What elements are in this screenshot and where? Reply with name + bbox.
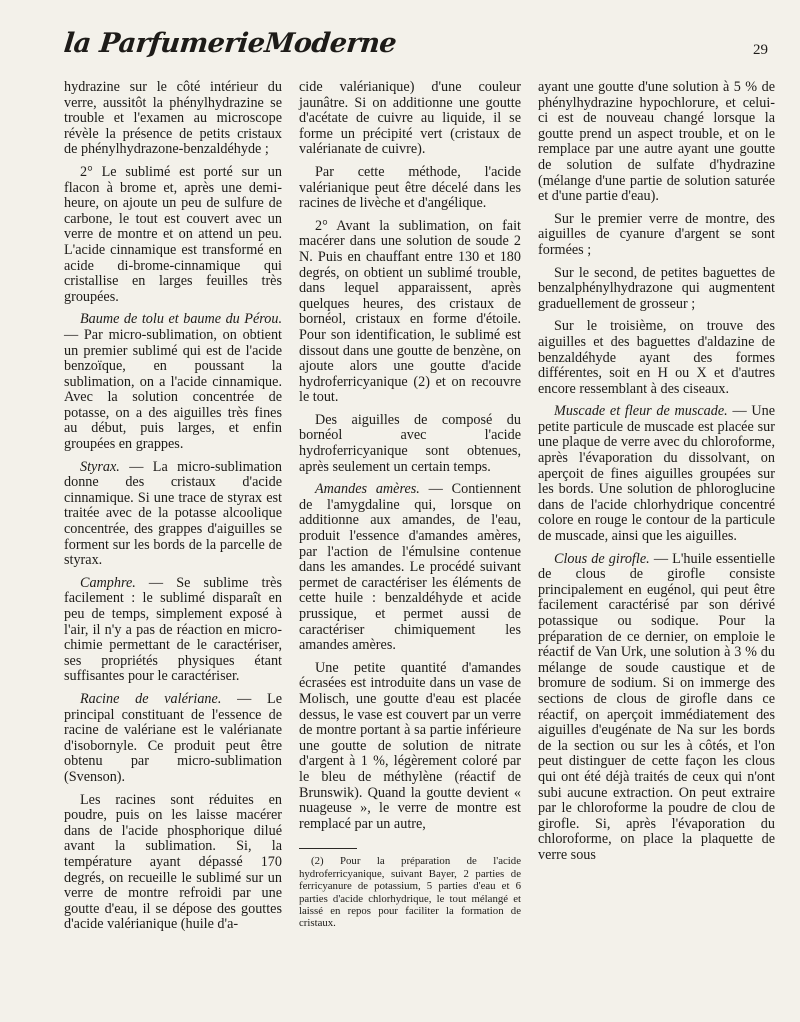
paragraph: Clous de girofle. — L'huile essentielle de clous de girofle consiste principalement en eugénol, qui peut être facilement caractérisé par son dérivé potassique ou sodique. Pour la préparation de ce dernier, on emploie le réactif de Van Urk, une solution à 3 % du mélange de soude caustique et de bromure de sodium. Si on immerge des sections de clous de girofle dans ce réactif, on aperçoit immédiatement des aiguilles d'eugénate de Na sur les bords de la section ou sur les à côtés, et l'on peut distinguer de cette façon les clous qui ont été déjà traités de ceux qui n'ont subi aucune extraction. On peut extraire par le chloroforme la poudre de clou de girofle. Si, après l'évaporation du chloroforme, on place la plaquette de verre sous bbox=[538, 550, 776, 863]
paragraph: Muscade et fleur de muscade. — Une petite particule de muscade est placée sur une plaque de verre avec du chloroforme, après l'évaporation du dissolvant, on aperçoit de fines aiguilles groupées sur les bords. Une solution de phloroglucine dans de l'acide chlorhydrique concentré colore en rouge le contour de la particule de muscade, ainsi que les aiguilles. bbox=[538, 403, 775, 545]
paragraph: Racine de valériane. — Le principal constituant de l'essence de racine de valériane est le valérianate d'isobornyle. Ce produit peut être obtenu par micro-sublimation (Svenson). bbox=[64, 690, 282, 785]
section-heading: Racine de valériane. bbox=[80, 690, 222, 707]
section-heading: Baume de tolu et baume du Pérou. bbox=[80, 311, 282, 328]
section-heading: Clous de girofle. bbox=[554, 550, 650, 567]
section-heading: Amandes amères. bbox=[315, 481, 420, 498]
page-number: 29 bbox=[753, 42, 768, 58]
text-column-3 bbox=[538, 80, 775, 871]
paragraph: 2° Avant la sublimation, on fait macérer dans une solution de soude 2 N. Puis en chauffant entre 130 et 180 degrés, on obtient un sublimé trouble, dans lequel apparaissent, après quelques heures, des cristaux de bornéol, cristaux en forme d'étoile. Pour son identification, le sublimé est dissout dans une goutte de benzène, on ajoute alors une goutte d'acide hydroferricyanique (2) et on recouvre le tout. bbox=[299, 217, 521, 406]
paragraph: Amandes amères. — Contiennent de l'amygdaline qui, lorsque on additionne aux amandes, de l'eau, produit l'essence d'amandes amères, par l'action de l'émulsine contenue dans les amandes. Le procédé suivant permet de caractériser les éléments de cette huile : benzaldéhyde et acide prussique, et permet aussi de caractériser chimiquement les amandes amères. bbox=[299, 481, 521, 654]
paragraph: Styrax. — La micro-sublimation donne des cristaux d'acide cinnamique. Si une trace de styrax est traitée avec de la potasse alcoolique concentrée, des grappes d'aiguilles se forment sur les bords de la parcelle de styrax. bbox=[64, 458, 282, 569]
section-heading: Muscade et fleur de muscade. bbox=[554, 403, 728, 420]
paragraph: Sur le troisième, on trouve des aiguilles et des baguettes d'aldazine de benzaldéhyde ayant des formes différentes, soit en H ou X et d'autres encore ressemblant à des ciseaux. bbox=[538, 318, 775, 397]
paragraph: Sur le premier verre de montre, des aiguilles de cyanure d'argent se sont formées ; bbox=[538, 210, 775, 258]
section-heading: Camphre. bbox=[80, 574, 136, 591]
paragraph: 2° Le sublimé est porté sur un flacon à brome et, après une demi-heure, on ajoute un peu de sulfure de carbone, le tout est couvert avec un verre de montre et on attend un peu. L'acide cinnamique est transformé en acide di-brome-cinnamique qui cristallise en larges feuilles très groupées. bbox=[64, 163, 282, 305]
paragraph: cide valérianique) d'une couleur jaunâtre. Si on additionne une goutte d'acétate de cuivre au liquide, il se forme un précipité vert (cristaux de valérianate de cuivre). bbox=[299, 79, 521, 158]
paragraph: Par cette méthode, l'acide valérianique peut être décelé dans les racines de livèche et d'angélique. bbox=[299, 163, 521, 212]
text-column-1 bbox=[64, 80, 282, 940]
paragraph: Les racines sont réduites en poudre, puis on les laisse macérer dans de l'acide phosphorique dilué avant la sublimation. Si, la température ayant dépassé 170 degrés, on recueille le sublimé sur un verre de montre refroidi par une goutte d'eau, il se dépose des gouttes d'acide valérianique (huile d'a- bbox=[64, 791, 282, 933]
paragraph: Sur le second, de petites baguettes de benzalphénylhydrazone qui augmentent graduellement de grosseur ; bbox=[538, 264, 775, 312]
footnote-rule bbox=[299, 848, 357, 849]
section-heading: Styrax. bbox=[80, 458, 120, 475]
paragraph: Une petite quantité d'amandes écrasées est introduite dans un vase de Molisch, une goutte d'eau est placée dessus, le vase est couvert par un verre de montre portant à sa partie inférieure une goutte de solution de nitrate d'argent à 1 %, légèrement coloré par le bleu de méthylène (réactif de Brunswik). Quand la goutte devient « nuageuse », le verre de montre est remplacé par un autre, bbox=[299, 659, 521, 832]
paragraph: ayant une goutte d'une solution à 5 % de phénylhydrazine hypochlorure, et celui-ci est de nouveau changé lorsque la goutte prend un aspect trouble, et on le remplace par une autre ayant une goutte de solution de sulfate d'hydrazine (mélange d'une partie de solution saturée et d'une partie d'eau). bbox=[538, 79, 775, 205]
footnote-text: (2) Pour la préparation de l'acide hydroferricyanique, suivant Bayer, 2 parties de ferricyanure de potassium, 5 parties d'eau et 6 parties d'acide chlorhydrique, le tout mélangé et laissé en repos pour faciliter la formation de cristaux. bbox=[299, 855, 521, 930]
footnote bbox=[299, 848, 521, 929]
paragraph: hydrazine sur le côté intérieur du verre, aussitôt la phénylhydrazine se trouble et l'examen au microscope révèle la présence de petits cristaux de phénylhydrazone-benzaldéhyde ; bbox=[64, 79, 282, 158]
magazine-logo: la ParfumerieModerne bbox=[62, 28, 398, 59]
paragraph: Des aiguilles de composé du bornéol avec l'acide hydroferricyanique sont obtenues, après seulement un certain temps. bbox=[299, 411, 521, 475]
paragraph: Baume de tolu et baume du Pérou. — Par micro-sublimation, on obtient un premier sublimé qui est de l'acide benzoïque, en poussant la sublimation, on a l'acide cinnamique. Avec la solution concentrée de potasse, on a des aiguilles très fines au début, puis larges, et enfin groupées en grappes. bbox=[64, 311, 282, 453]
text-column-2 bbox=[299, 80, 521, 930]
paragraph: Camphre. — Se sublime très facilement : le sublimé disparaît en peu de temps, simplement exposé à l'air, il n'y a pas de réaction en micro-chimie permettant de le caractériser, ses propriétés physiques étant suffisantes pour le caractériser. bbox=[64, 574, 282, 685]
page-header bbox=[62, 28, 768, 68]
